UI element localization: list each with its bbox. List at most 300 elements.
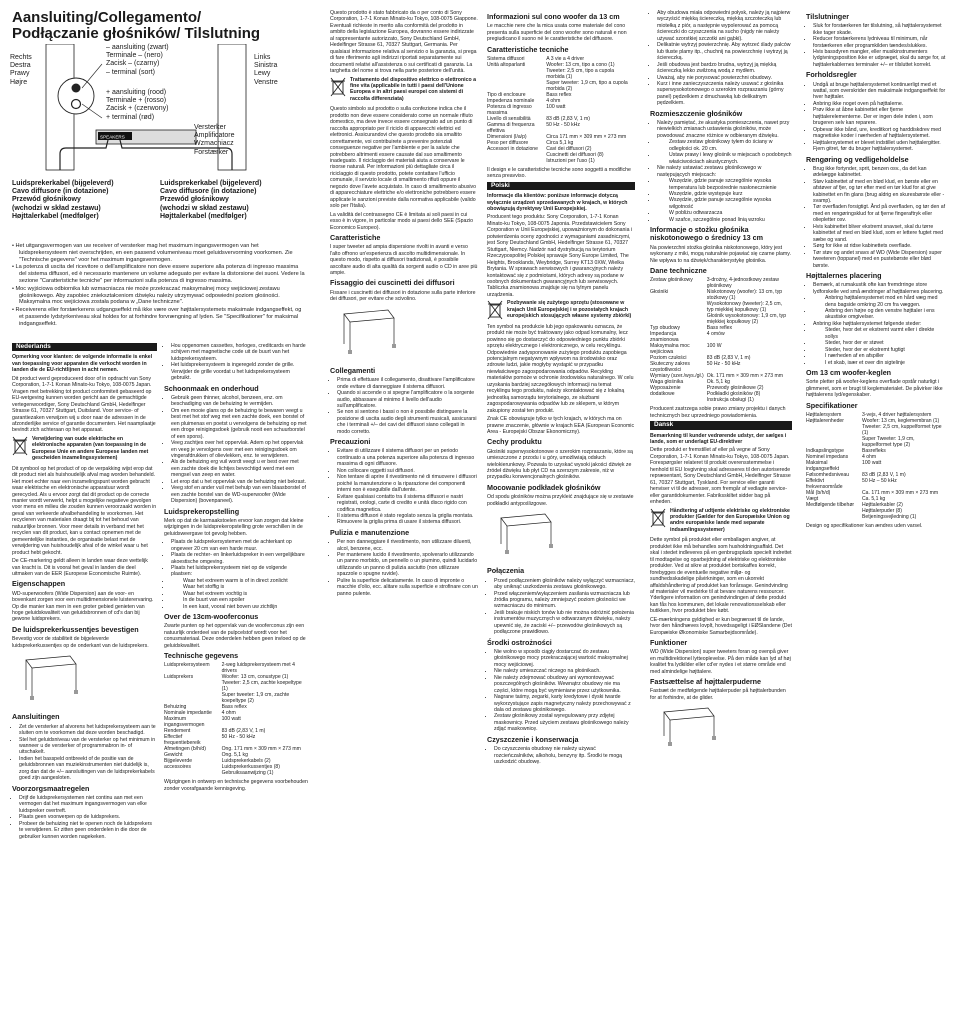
list-item: • Steder, hvor der er ekstremt fugtigt (813, 347, 946, 353)
spec-row (164, 758, 308, 776)
list-item: • Plaats geen voorwerpen op de luidsprekers. (19, 814, 157, 820)
list-item: • Evitare qualsiasi contatto tra il sistema diffusori e nastri registrati, orologi, carte di credito e unità disco rigido con codifica magnetica. (337, 494, 478, 513)
spec-value: 3-drożny, 4-jednostkowy zestaw głośnikowy (706, 277, 779, 290)
pl-place-list (650, 120, 792, 223)
nl-place-intro: Merk op dat de karmaakstoelen ervoor kan zorgen dat kleine wijzigingen in de luidsprekeropstelling grote verschillen in de geluidsweergave tot gevolg hebben. (164, 517, 304, 537)
list-item: • Jeśli obudowa jest bardzo brudna, wytrzyj ją miękką ściereczką lekko zwilżoną wodą z mydłem. (657, 62, 792, 75)
pl-notice-title: Informacje dla klientów: poniższe informacje dotyczą wyłącznie urządzeń sprzedawanych w krajach, w których obowiązują dyrektywy Unii Europejskiej. (487, 193, 628, 213)
list-item: • Do czyszczenia obudowy nie należy używać rozcieńczalników, alkoholu, benzyny itp. Środki te mogą uszkodzić obudowę. (494, 746, 635, 765)
it-safety-list (330, 448, 478, 525)
spec-label: Peso per diffusore (487, 139, 529, 146)
list-item: • Reducer forstærkerens lydniveau til minimum, når forstærkeren eller programkilden tændes/slukkes. (813, 36, 946, 49)
list-item: • Indien het basspeld ontbreekt of de positie van de geluidsbronnen van muziekinstrumenten niet duidelijk is, zorg dan dat de +/– aansluitingen van de luidsprekerkabels goed zijn aangesloten. (19, 756, 157, 782)
pl-safety-heading: Środki ostrożności (487, 637, 552, 647)
spec-label: Afmetingen (b/h/d) (164, 746, 206, 753)
it-spec-note: Il design e le caratteristiche tecniche sono soggetti a modifiche senza preavviso. (487, 166, 631, 180)
da-setup-heading: Fastsættelse af højttalerpuderne (650, 677, 762, 687)
spec-row (806, 412, 946, 418)
list-item: • Anbring ikke højttalersystemet følgende steder: (813, 321, 946, 327)
spec-label: Wyposażenie dodatkowe (650, 385, 681, 398)
it-connect-heading: Collegamenti (330, 365, 376, 375)
da-woofer: Sorte pletter på woofer-keglens overflade opstår naturligt i glimmeret, som er brugt til keglematerialet. De påvirker ikke højttalerens lyd/egenskaber. (806, 379, 943, 399)
list-item: • Non collocare oggetti sui diffusori. (337, 468, 478, 474)
pl-safety-list (487, 649, 635, 733)
nl-woofer: Zwarte punten op het oppervlak van de wooferconus zijn een natuurlijk onderdeel van de pulpcelstof wordt voor het conusmateriaal. Deze onderdelen hebben geen invloed op de geluidskwaliteit. (164, 623, 306, 649)
spec-value: 83 dB (2,83 V, 1 m) (862, 471, 906, 478)
spec-value: Basrefleks (862, 447, 886, 454)
spec-label: Głośniki (650, 289, 669, 296)
spec-label: Højttalerenheder (806, 417, 844, 424)
pl-connect-heading: Połączenia (487, 566, 525, 576)
list-item: • Waar het extreem vochtig is (171, 591, 308, 597)
list-item: • Anbring den højre og den venstre højttaler i ens akustiske omgivelser. (813, 308, 946, 321)
list-item: • Hou opgenomen cassettes, horloges, creditcards en harde schijven met magnetische code uit de buurt van het luidsprekersysteem. (171, 343, 308, 362)
spec-value: Ong. 171 mm × 309 mm × 273 mm (221, 746, 301, 753)
weee-bin-icon (330, 77, 346, 97)
it-features-heading: Caratteristiche (330, 232, 381, 242)
list-item: • Uważaj, aby nie porysować powierzchni obudowy. (657, 75, 792, 81)
spec-label: Gewicht (164, 752, 183, 759)
list-item: • Drijf de luidsprekersystemen niet continu aan met een vermogen dat het maximum ingangsvermogen van elke luidspreker overtreft. (19, 795, 157, 814)
da-notice: Dette produkt er fremstillet af eller på vegne af Sony Corporation, 1-7-1 Konan Minato-ku Tokyo, 108-0075 Japan. Forespørgsler relateret til produkt overensstemmelse i henhold til EU lovgivning skal adresseres til den autoriserede repræsentant, Sony Deutschland GmbH, Hedelfinger Strasse 61, 70327 Stuttgart, Tyskland. For service eller garanti henviser vi til de adresser, som fremgår af vedlagte service- eller garantidokumenter. Fabriksskiltet sidder bag på enheden. (650, 447, 791, 506)
intro-bullet-pl: • Moc wyjściowa odbiornika lub wzmacniacza nie może przekraczać maksymalnej mocy wejściowej zestawu głośnikowego. Aby zapobiec zniekształceniom dźwięku należy utrzymywać odpowiedni poziom głośności. Maksymalna moc wejściowa została podana w „Dane techniczne". (12, 285, 280, 306)
da-spec-note: Design og specifikationer kan ændres uden varsel. (806, 522, 923, 529)
spec-row (650, 277, 792, 289)
da-weee-title: Håndtering af udtjente elektriske og elektroniske produkter (Gælder for den Europæiske Union og andre europæiske lande med separate indsamlingssystemer) (670, 507, 790, 533)
list-item: • I nærheden af en afspiller (813, 353, 946, 359)
spec-value: Bass reflex (546, 91, 572, 98)
list-item: • Per mantenere lucido il rivestimento, spolverarlo utilizzando un panno morbido, un pennello o un piumino, quindi lucidarlo utilizzando un panno di pulizia asciutto (non utilizzare spazzole o spugne ruvide). (337, 552, 478, 578)
speaker-pad-illustration (495, 512, 555, 558)
spec-row (487, 104, 635, 116)
spec-label: Wymiary (szer./wys./gł.) (650, 373, 704, 380)
nl-place-heading: Luidsprekeropstelling (164, 506, 240, 516)
spec-value: Woofer: 13 cm, keglemembran (1) Tweeter: 2,5 cm, kuppelformet type (1) Super Tweeter: 1,9 cm, kuppelformet type (2) (862, 417, 942, 448)
spec-row (164, 662, 308, 674)
list-item: • Anbring ikke noget oven på højttalerne. (813, 101, 946, 107)
pl-features: Głośniki superwysokotonowe o szerokim rozpraszaniu, które są umieszczone z przodu i u góry, umożliwiają odsłuch wielokierunkowy. Pozwala to uzyskać wysoki jakości dźwięk ze źródeł dźwięku lub płyt CD na szerszym zakresie, niż w przypadku konwencjonalnych głośników. (487, 448, 633, 481)
speaker-pad-illustration (338, 308, 398, 358)
spec-label: Nominel impedans (806, 453, 849, 460)
spec-value: 100 watt (221, 716, 241, 723)
spec-label: Luidsprekersysteem (164, 662, 210, 669)
spec-value: A 3 vie a 4 driver (546, 55, 585, 62)
list-item: • Gebruik geen thinner, alcohol, benzeen, enz. om beschadiging van de behuizing te vermijden. (171, 395, 308, 408)
spec-row (164, 716, 308, 728)
it-woofer: Le macchie nere che la mica usata come materiale del cono presenta sulla superficie del cono woofer sono naturali e non pregiudicano il suono né le caratteristiche del diffusore. (487, 23, 627, 43)
list-item: • Steder, hvor der er støvet (813, 340, 946, 346)
list-item: • Zestaw zestaw głośnikowy tyłem do ściany w odległości ok. 20 cm. (657, 139, 792, 152)
da-connect-list (806, 23, 946, 68)
cable-caption-left: Luidsprekerkabel (bijgeleverd) Cavo diffusore (in dotazione) Przewód głośnikowy (wchodzi w skład zestawu) Højttalerkabel (medfølger) (12, 180, 114, 220)
nl-safety-list-cont (164, 343, 308, 382)
left-speaker-label: Links Sinistra Lewy Venstre (254, 54, 278, 86)
spec-value: 83 dB (2,83 V, 1 m) (546, 115, 590, 122)
list-item: • Plaats het luidsprekersysteem niet op de volgende plaatsen: (171, 565, 308, 578)
list-item: • Quando si accende o si spegne l'amplificatore o la sorgente audio, abbassare al minimo il livello dell'audio sull'amplificatore. (337, 390, 478, 409)
nl-woofer-heading: Over de 13cm-wooferconus (164, 612, 259, 622)
spec-value: 50 Hz - 50 kHz (546, 121, 580, 128)
list-item: • Nie należy ustawiać zestawu głośnikowego w następujących miejscach: (657, 165, 792, 178)
da-ce: CE-mærkningens gyldighed er kun begrænset til de lande, hvor den håndhæves lovplt, hovedsageligt i EØSlandene (Det Europæiske Økonomiske Samarbejdsområde). (650, 616, 792, 636)
spec-row (806, 490, 946, 496)
spec-value: Luidsprekerkabels (2) Luidsprekerkussentjes (8) Gebruiksaanwijzing (1) (221, 758, 280, 777)
da-spec-table (806, 412, 946, 520)
pl-ce: Znak CE obowiązuje tylko w tych krajach, w których ma on prawne znaczenie, głównie w krajach EEA (European Economic Area - Europejski Obszar Ekonomiczny). (487, 416, 635, 435)
list-item: • Aby obudowa miała odpowiedni połysk, należy ją najpierw wyczyścić miękką ściereczką, miękką szczoteczką lub miotełką z piór, a następnie wypolerować za pomocą ściereczki do czyszczenia na sucho (nigdy nie należy używać szorstkiej szczotki ani gąbki). (657, 10, 792, 42)
list-item: • Stel het geluidsniveau van de versterker op het minimum in wanneer u de versterker of programmabron in- of uitschakelt. (19, 737, 157, 756)
nl-section-header: Nederlands (12, 343, 157, 351)
speaker-pad-illustration (658, 706, 718, 750)
spec-label: Sistema diffusori (487, 55, 525, 62)
spec-row (650, 331, 792, 343)
list-item: • Undgå at bruge højttalersystemet kontinuerligt med et wattal, som overskrider den maksimale indgangseffekt for hver højttaler. (813, 82, 946, 101)
list-item: • W pobliżu odtwarzacza (657, 210, 792, 216)
pl-woofer-heading: Informacje o stożku głośnika niskotonowego o średnicy 13 cm (650, 225, 764, 243)
list-item: • Støv kabinettet af med en blød klud, en børste eller en afstøver af fjer, og tør efter med en tør klud for at give kabinettet en fin glans (brug aldrig en skuresbørste eller -svamp). (813, 179, 946, 205)
list-item: • Om een mooie glans op de behuizing te bewaren veegt u best met het stof weg met een zachte doek, een borstel of een pluimenas en poetst u vervolgens de behuizing op met een droge reinigingsdoek (gebruik nooit een schuurborstel of een spons). (171, 408, 308, 440)
spec-value: 4 ohm (862, 453, 877, 460)
spec-value: Woofer: 13 cm, conustype (1) Tweeter: 2,5 cm, zachte koepeltype (1) Super tweeter: 1,9 cm, zachte koepeltype (2) (221, 674, 302, 705)
pl-section-header: Polski (487, 182, 635, 190)
list-item: • Pulire la superficie delicatamente. In caso di impronte o macchie d'olio, ecc. alitare sulla superficie e strofinare con un panno pulente. (337, 578, 478, 597)
list-item: • Zet de versterker af alvorens het luidsprekersysteem aan te sluiten om te voorkomen dat deze worden beschadigd. (19, 724, 157, 737)
spec-value: 50 Hz - 50 kHz (221, 734, 256, 741)
spec-value: 100 watt (546, 103, 566, 110)
spec-row (650, 343, 792, 355)
spec-value: Ok. 171 mm × 309 mm × 273 mm (706, 373, 783, 380)
da-place-heading: Højttalernes placering (806, 271, 882, 281)
terminal-minus-label: – aansluiting (zwart) Terminale – (nero) Zacisk – (czarny) – terminal (sort) (106, 44, 169, 76)
list-item: • Plaats de rechter- en linkerluidspreker in een vergelijkbare akoestische omgeving. (171, 552, 308, 565)
list-item: • I et skab, især et over din sigtelinje (813, 360, 946, 366)
spec-label: Livello di sensibilità (487, 115, 531, 122)
spec-label: Tipo di enclosure (487, 91, 526, 98)
spec-label: Impedenza nominale (487, 97, 535, 104)
list-item: • Wszędzie, gdzie panuje szczególnie wysoka wilgotność (657, 197, 792, 210)
it-weee-title: Trattamento del dispositivo elettrico o elettronico a fine vita (applicabile in tutti i paesi dell'Unione Europea e in altri paesi europei con sistemi di raccolta differenziata) (350, 76, 476, 102)
spec-label: Vægt (806, 495, 819, 502)
spec-label: Poziom czułości (650, 355, 687, 362)
nl-features: WD-superwoofers (Wide Dispersion) aan de voor- en bovenkant zorgen voor een multidimensionele luisterervaring. Op die manier kan men in een groter gebied genieten van hoge geluidskwaliteit van geluidsbronnen of cd's dan bij gewone luidsprekers. (12, 590, 154, 623)
spec-value: Bass reflex (706, 325, 732, 332)
it-spec-table (487, 56, 635, 164)
pl-spec-heading: Dane techniczne (650, 266, 707, 276)
spec-value: Cavi dei diffusori (2) Cuscinetti dei diffusori (8) Istruzioni per l'uso (1) (546, 145, 604, 164)
cable-caption-right: Luidsprekerkabel (bijgeleverd) Cavo diffusore (in dotazione) Przewód głośnikowy (wchodzi w skład zestawu) Højttalerkabel (medfølger) (160, 180, 262, 220)
da-spec-heading: Specifikationer (806, 400, 858, 410)
list-item: • Nagrane taśmy, zegarki, karty kredytowe i dyski twarde wykorzystujące zapis magnetyczny należy przechowywać z dala od zestawu głośnikowego. (494, 694, 635, 713)
speakers-tag: SPEAKERS (100, 134, 125, 140)
it-setup: Fissare i cuscinetti dei diffusori in dotazione sulla parte inferiore dei diffusori, per evitare che scivolino. (330, 289, 476, 303)
nl-clean-list (164, 395, 308, 505)
spec-row (164, 734, 308, 746)
spec-value: 83 dB (2,83 V, 1 m) (706, 355, 751, 362)
pl-clean-list-cont (650, 10, 792, 107)
pl-notice: Producent tego produktu: Sony Corporation, 1-7-1 Konan Minato-ku Tokyo, 108-0075 Japonia. Przedstawicielem Sony Corporation w Unii Europejskiej, upoważnionym do dokonania i potwierdzenia oceny zgodności z wymaganiami zasadniczymi, jest Sony Deutschland GmbH, Hedelfinger Strasse 61, 70327 Stuttgart, Niemcy. Nadzór nad dystrybucją na terytorium Rzeczypospolitej Polskiej sprawuje Sony Europe Limited, The Heights, Brooklands, Weybridge, Surrey KT13 0XW, Wielka Brytania. W sprawach serwisowych i gwarancyjnych należy kontaktować się z podmiotami, których adresy są podane w osobnych dokumentach gwarancyjnych lub serwisowych. Tabliczka znamionowa znajduje się na tylnym panelu urządzenia. (487, 214, 633, 298)
spec-value: 83 dB (2,83 V, 1 m) (221, 728, 266, 735)
pl-woofer: Na powierzchni stożka głośnika niskotonowego, który jest wykonany z miki, mogą naturalnie pojawiać się czarne plamy. Nie wpływa to na dźwięk/charakterystykę głośnika. (650, 244, 791, 264)
list-item: • In de buurt van een spoiler (171, 597, 308, 603)
pl-connect-list (487, 578, 635, 636)
spec-value: 50 Hz - 50 kHz (706, 361, 741, 368)
nl-safety-heading: Voorzorgsmaatregelen (12, 783, 90, 793)
nl-setup: Bevestig voor de stabiliteit de bijgeleverde luidsprekerkussentjes op de onderkant van de luidsprekers. (12, 636, 149, 649)
list-item: • Let erop dat u het oppervlak van de behuizing niet bekrast. (171, 479, 308, 485)
spec-label: Maksymalna moc wejściowa (650, 343, 690, 356)
intro-bullets (12, 243, 307, 329)
pl-setup-heading: Mocowanie podkładek głośników (487, 482, 601, 492)
intro-bullet-da: • Receiverens eller forstærkerens udgangseffekt må ikke være over højttalersystemets maksimale indgangseffekt, og et passende lydstyrkeniveau skal holdes for at forhindre forvrængning af lyden. Se "Specifikationer" for maksimal indgangseffekt. (12, 307, 302, 327)
da-place-list (806, 282, 946, 366)
spec-label: Accessori in dotazione (487, 145, 538, 152)
spec-label: Højttalersystem (806, 411, 842, 418)
it-woofer-heading: Informazioni sul cono woofer da 13 cm (487, 12, 620, 21)
spec-value: 2-weg luidsprekersysteem met 4 drivers (221, 662, 295, 675)
spec-label: Nominale impedantie (164, 710, 212, 717)
list-item: • Waar het extreem warm is of in direct zonlicht (171, 578, 308, 584)
spec-value: Bass reflex (221, 704, 247, 711)
list-item: • Jeśli brakuje niskich tonów lub nie można odróżnić położenia instrumentów muzycznych w odtwarzanym dźwięku, należy upewnić się, że zaciski +/– przewodów głośnikowych są podłączone prawidłowo. (494, 610, 635, 636)
list-item: • Należy pamiętać, że akustyka pomieszczenia, nawet przy niewielkich zmianach ustawienia głośników, może powodować znaczne różnice w odbieranym dźwięku. (657, 120, 792, 139)
pl-column-2 (650, 10, 792, 757)
list-item: • Nie należy zdejmować obudowy ani wymontowywać poszczególnych głośników. Wewnątrz obudowy nie ma części, które mogą być wymieniane przez użytkownika. (494, 675, 635, 694)
spec-value: 3-vejs, 4 driver højttalersystem (862, 411, 932, 418)
spec-label: Maksimal indgangseffekt (806, 459, 840, 472)
it-weee: Questo simbolo sul prodotto o sulla confezione indica che il prodotto non deve essere considerato come un normale rifiuto domestico, ma deve invece essere consegnato ad un punto di raccolta appropriato per il riciclo di apparecchi elettrici ed elettronici. Assicurandovi che questo prodotto sia smaltito correttamente, voi contribuirete a prevenire potenziali conseguenze negative per l'ambiente e per la salute che potrebbero altrimenti essere causate dal suo smaltimento inadeguato. Il riciclaggio dei materiali aiuta a conservare le risorse naturali. Per informazioni più dettagliate circa il riciclaggio di questo prodotto, potete contattare l'ufficio comunale, il servizio locale di smaltimento rifiuti oppure il negozio dove l'avete acquistato. In caso di smaltimento abusivo di apparecchiature elettriche e/o elettroniche potrebbero essere applicate le sanzioni previste dalla normativa applicabile (valido solo per l'Italia). (330, 106, 477, 210)
list-item: • Przed włączeniem/wyłączeniem zasilania wzmacniacza lub źródła programu, należy zmniejszyć poziom głośności we wzmacniaczu do minimum. (494, 591, 635, 610)
list-item: • Het luidsprekersysteem is ingeregeld zonder de grille. Verwijder de grille voordat u het luidsprekersysteem gebruikt. (171, 362, 308, 381)
list-item: • Wszędzie, gdzie panuje szczególnie wysoka temperatura lub bezpośrednie nasłonecznienie (657, 178, 792, 191)
da-section-header: Dansk (650, 421, 792, 429)
pl-clean-list (487, 746, 635, 765)
nl-weee: Dit symbool op het product of op de verpakking wijst erop dat dit product niet als huishoudelijk afval mag worden behandeld. Het moet echter naar een inzamelingspunt worden gebracht waar elektrische en elektronische apparatuur wordt gerecycled. Als u ervoor zorgt dat dit product op de correcte manier wordt verwerkt, helpt u mogelijke negatieve gevolgen voor mens en milieu die zouden kunnen veroorzaakt worden in geval van verkeerde afvalbehandeling te voorkomen. Het recycleren van materialen draagt bij tot het behoud van natuurlijke bronnen. Voor meer details in verband met het recyclen van dit product, kan u contact opnemen met de gemeentelijke instanties, de organisatie belast met de verwijdering van huishoudelijk afval of de winkel waar u het product hebt gekocht. (12, 465, 157, 556)
weee-bin-icon (12, 436, 28, 456)
list-item: • Højttalersystemet er blevet indstillet uden højttalergitter. Fjern gitret, før du bruger højttalersystemet. (813, 140, 946, 153)
spec-label: Typ obudowy (650, 325, 681, 332)
right-speaker-label: Rechts Destra Prawy Højre (10, 54, 32, 86)
spec-row (806, 478, 946, 490)
terminal-plus-icon (72, 100, 81, 109)
amplifier-label: Versterker Amplificatore Wzmacniacz Forstærker (194, 124, 235, 156)
terminal-minus-icon (72, 84, 81, 93)
list-item: • Probeer de behuizing niet te openen noch de luidsprekers te verwijderen. Er zitten geen onderdelen in die door de gebruiker kunnen worden nagekeken. (19, 821, 157, 840)
intro-bullet-it: • La potenza di uscita del ricevitore o dell'amplificatore non deve essere superiore alla potenza di ingresso massima del sistema diffusori, ed è necessario mantenere un volume adeguato per evitare la distorsione dei suoni. Vedere la sezione "Caratteristiche tecniche" per informazioni sulla potenza di ingresso massima. (12, 264, 305, 284)
spec-label: Mål (b/h/d) (806, 489, 831, 496)
pl-weee-title: Pozbywanie się zużytego sprzętu (stosowane w krajach Unii Europejskiej i w pozostałych krajach europejskich stosujących własne systemy zbiórki) (507, 300, 632, 320)
nl-column-2 (164, 343, 308, 794)
spec-row (650, 385, 792, 403)
list-item: • Il sistema diffusori è stato regolato senza la griglia montata. Rimuovere la griglia prima di usare il sistema diffusori. (337, 513, 478, 526)
da-column-2 (806, 10, 946, 531)
list-item: • Nie wolno w sposób ciągły dostarczać do zestawu głośnikowego mocy przekraczającej wartość maksymalnej mocy wejściowej. (494, 649, 635, 668)
spec-label: Følsomhedsniveau (806, 471, 850, 478)
da-safety-list (806, 82, 946, 153)
spec-row (164, 674, 308, 704)
nl-features-heading: Eigenschappen (12, 579, 66, 589)
list-item: • Tør overfladen forsigtigt. Ånd på overfladen, og tør den af med en rengøringsklud for at fjerne fingeraftryk eller oliepletter osv. (813, 204, 946, 223)
list-item: • Przed podłączeniem głośników należy wyłączyć wzmacniacz, aby uniknąć uszkodzenia zestawu głośnikowego. (494, 578, 635, 591)
list-item: • Prima di effettuare il collegamento, disattivare l'amplificatore onde evitare di danneggiare il sistema diffusori. (337, 377, 478, 390)
spec-row (806, 460, 946, 472)
pl-clean-heading: Czyszczenie i konserwacja (487, 734, 579, 744)
spec-value: 100 watt (862, 459, 882, 466)
spec-label: Effectief frequentiebereik (164, 734, 201, 747)
nl-column-1 (12, 343, 157, 842)
spec-value: Ca. 5,1 kg (862, 495, 886, 502)
spec-label: Zestaw głośnikowy (650, 277, 693, 284)
da-safety-heading: Forholdsregler (806, 70, 857, 80)
da-weee: Dette symbol på produktet eller emballagen angiver, at produktet ikke må behandles som husholdningsaffald. Det skal i stedet indleveres på en genbrugsplads specielt indrettet til modtagelse og oparbejdning af elektriske og elektroniske produkter. Ved at sikre at produktet bortskaffes korrekt, forebygges de eventuelle negative miljø- og sundhedsskadelige påvirkninger, som en ukorrekt affaldshåndtering af produktet kan forårsage. Genindvinding af materialer vil medvirke til at bevare naturens ressourcer. Yderligere information om genindvindingen af dette produkt kan fås hos kommunen, det lokale renovationsselskab eller butikken, hvor produktet blev købt. (650, 537, 792, 615)
list-item: • Hvis kabinettet bliver ekstremt snavset, skal du tørre kabinettet af med en blød klud, som er lettere fugtet med sæbe og vand. (813, 224, 946, 243)
da-connect-heading: Tilslutninger (806, 12, 849, 21)
it-column-2 (487, 10, 635, 767)
list-item: • Opbevar ikke bånd, ure, kreditkort og harddiskdrev med magnetiske koder i nærheden af højttalersystemet. (813, 127, 946, 140)
spec-value: 4 ohm (546, 97, 561, 104)
weee-bin-icon (487, 300, 503, 320)
spec-value: Ca. 171 mm × 309 mm × 273 mm (862, 489, 939, 496)
list-item: • Veeg stof en ander vuil met behulp van een blaasborstel of een zachte borstel van de WD-superwoofer (Wide Dispersion) (bovenpaneel). (171, 485, 308, 504)
it-spec-heading: Caratteristiche tecniche (487, 44, 569, 54)
it-connect-list (330, 377, 478, 435)
list-item: • Brug ikke fortynder, sprit, benzen osv., da det kan ødelægge kabinettet. (813, 166, 946, 179)
list-item: • Anbring højttalersystemet mod en hård væg med dens bagside omkring 20 cm fra væggen. (813, 295, 946, 308)
intro-bullet-nl: • Het uitgangsvermogen van uw receiver of versterker mag het maximum ingangsvermogen van het luidsprekersysteem niet overschrijden, en een passend volumeniveau moet geluidsvervorming voorkomen. Zie "Technische gegevens" voor het maximum ingangsvermogen. (12, 243, 293, 263)
spec-label: Dimensioni (l/a/p) (487, 133, 527, 140)
list-item: • Waar het stoffig is (171, 584, 308, 590)
spec-row (487, 62, 635, 92)
da-setup: Fastsæt de medfølgende højttalerpuder på højttalerbunden for at forhindre, at de glider. (650, 688, 786, 701)
list-item: • W szafce, szczególnie ponad linią wzroku (657, 217, 792, 223)
spec-label: Indkapslingstype (806, 447, 844, 454)
nl-spec-note: Wijzigingen in ontwerp en technische gegevens voorbehouden zonder voorafgaande kennisgeving. (164, 779, 308, 792)
nl-setup-heading: De luidsprekerkussentjes bevestigen (12, 624, 139, 634)
spec-label: Luidsprekers (164, 674, 194, 681)
nl-notice: Dit product werd geproduceerd door of in opdracht van Sony Corporation, 1-7-1 Konan Minato-ku Tokyo, 108-0075 Japan. Vragen met betrekking tot product conformiteit gebaseerd op EU-wetgeving kunnen worden gericht aan de gemachtigde vertegenwoordiger, Sony Deutschland GmbH, Hedelfinger Strasse 61, 70327 Stuttgart, Duitsland. Voor service- of garantiezaken verwijzen wij u door naar de adressen in de afzonderlijke service of garantie documenten. Het naamplaatje bevindt zich achteraan op het apparaat. (12, 375, 156, 434)
spec-value: Ong. 5,1 kg (221, 752, 248, 759)
pl-spec-table (650, 277, 792, 403)
it-safety-heading: Precauzioni (330, 437, 371, 447)
spec-label: Maximum ingangsvermogen (164, 716, 205, 729)
it-notice: Questo prodotto è stato fabbricato da o per conto di Sony Corporation, 1-7-1 Konan Minato-ku Tokyo, 108-0075 Giappone. Eventuali richieste in merito alla conformità del prodotto in ambito della legislazione Europea, dovranno essere indirizzate al rappresentante autorizzato, Sony Deutschland GmbH, Hedelfinger Strasse 61, 70327 Stuttgart, Germania. Per qualsiasi informazione relativa al servizio o la garanzia, si prega di fare riferimento agli indirizzi riportati separatamente sui documenti relativi all'assistenza o sui certificati di garanzia. La targhetta del nome si trova nella parte posteriore dell'unità. (330, 10, 478, 75)
list-item: • Hvis bassdyren mangler, eller musikinstrumenters lydgivningsposition ikke er udpræget, skal du sørge for, at højttalerkablernes terminaler +/– er tilsluttet korrekt. (813, 49, 946, 68)
list-item: • Sørg for ikke at ridse kabinettets overflade. (813, 243, 946, 249)
list-item: • Steder, hvor det er ekstremt varmt eller i direkte sollys (813, 327, 946, 340)
list-item: • Zestaw głośnikowy został wyregulowany przy zdjętej maskownicy. Przed użyciem zestawu głośnikowego należy zdjąć maskownicę. (494, 713, 635, 732)
spec-row (487, 146, 635, 164)
spec-label: Effektivt frekvensområde (806, 477, 843, 490)
list-item: • Plaats de luidsprekersystemen met de achterkant op ongeveer 20 cm van een harde muur. (171, 539, 308, 552)
pl-features-heading: Cechy produktu (487, 437, 542, 447)
da-clean-list (806, 166, 946, 269)
list-item: • Als de behuizing erg vuil wordt veegt u er best over met een zachte doek die lichtjes bevochtigd werd met een mengsel van zeep en water. (171, 459, 308, 478)
connection-diagram (10, 44, 315, 174)
page-title: Aansluiting/Collegamento/ Podłączanie głośników/ Tilslutning (12, 9, 261, 42)
spec-label: Waga głośnika (650, 379, 684, 386)
spec-value: 4 omów (706, 331, 725, 338)
list-item: • Ustaw prawy i lewy głośnik w miejscach o podobnych właściwościach akustycznych. (657, 152, 792, 165)
spec-label: Potenza di ingresso massima (487, 103, 532, 116)
pl-setup: Od spodu głośników można przykleić znajdujące się w zestawie podkładki antypoślizgowe. (487, 494, 634, 507)
list-item: • Non tentare di aprire il rivestimento né di rimuovere i diffusori poiché la manutenzione o la riparazione dei componenti interni non è eseguibile dall'utente. (337, 474, 478, 493)
spec-label: Gamma di frequenza effettiva (487, 121, 535, 134)
spec-label: Bijgeleverde accessoires (164, 758, 193, 771)
spec-value: 50 Hz – 50 kHz (862, 477, 897, 484)
list-item: • Sluk for forstærkeren før tilslutning, så højttalersystemet ikke tager skade. (813, 23, 946, 36)
list-item: • Prøv ikke at åbne kabinettet eller fjerne højttalerelementerne. Der er ingen dele inden i, som brugeren selv kan reparere. (813, 107, 946, 126)
it-column-1 (330, 10, 478, 599)
spec-label: Medfølgende tilbehør (806, 501, 855, 508)
spec-value: Niskotonowy (woofer): 13 cm, typ stożkowy (1) Wysokotonowy (tweeter): 2,5 cm, typ miękkiej kopułkowy (1) Głośnik wysokotonowy: 1,9 cm, typ miękkiej kopułkowy (2) (706, 289, 787, 326)
spec-label: Behuizing (164, 704, 187, 711)
spec-value: Ok. 5,1 kg (706, 379, 731, 386)
spec-label: Skuteczny zakres częstotliwości (650, 361, 690, 374)
da-features: WD (Wide Dispersion) super tweeters foran og ovenpå giver en multidirektionel lytteoplevelse. På den måde kan lyd af høj kvalitet fra lydkilder eller cd'er nydes i et større område end med almindelige højttalere. (650, 649, 791, 675)
terminal-plus-label: + aansluiting (rood) Terminale + (rosso) Zacisk + (czerwony) + terminal (rød) (106, 89, 169, 121)
nl-connect-list (12, 724, 157, 782)
spec-row (806, 502, 946, 520)
da-clean-heading: Rengøring og vedligeholdelse (806, 154, 909, 164)
nl-ce: De CE-markering geldt alleen in landen waar deze wettelijk van kracht is. Dit is vooral het geval in landen die deel uitmaken van de EER (Europese Economische Ruimte). (12, 558, 148, 577)
pl-place-heading: Rozmieszczenie głośników (650, 108, 743, 118)
list-item: • Kurz i inne zanieczyszczenia należy usuwać z głośnika superwysokotonowego o szerokim rozpraszaniu (górny panel) pędzelkiem z dmuchawką lub delikatnym pędzelkiem. (657, 81, 792, 107)
list-item: • Per non danneggiare il rivestimento, non utilizzare diluenti, alcol, benzene, ecc. (337, 539, 478, 552)
it-clean-list (330, 539, 478, 597)
nl-place-list (164, 539, 308, 610)
spec-row (487, 122, 635, 134)
spec-value: Przewody głośnikowe (2) Podkładki głośników (8) Instrukcja obsługi (1) (706, 385, 764, 404)
spec-value: 100 W (706, 343, 722, 350)
it-features: I super tweeter ad ampia dispersione rivolti in avanti e verso l'alto offrono un'esperienza di ascolto multidimensionale. In questo modo, rispetto ai diffusori tradizionali, è possibile ascoltare audio di alta qualità da sorgenti audio o CD in aree più ampie. (330, 244, 478, 276)
pl-spec-note: Producent zastrzega sobie prawo zmiany projektu i danych technicznych bez uprzedniego powiadomienia. (650, 406, 786, 419)
da-features-heading: Funktioner (650, 638, 688, 648)
nl-weee-title: Verwijdering van oude elektrische en elektronische apparaten (van toepassing in de Europese Unie en andere Europese landen met gescheiden inzamelingssystemen) (32, 435, 149, 462)
nl-spec-table (164, 662, 308, 776)
nl-clean-heading: Schoonmaak en onderhoud (164, 383, 259, 393)
weee-bin-icon (650, 508, 666, 528)
spec-value: Circa 5,1 kg (546, 139, 574, 146)
it-clean-heading: Pulizia e manutenzione (330, 527, 410, 537)
spec-value: Circa 171 mm × 309 mm × 273 mm (546, 133, 627, 140)
da-notice-title: Bemærkning til kunder vedrørende udstyr, der sælges i lande, som er underlagt EU-direktiver (650, 432, 787, 446)
spec-value: Woofer: 13 cm, tipo a cono (1) Tweeter: 2,5 cm, tipo a cupola morbida (1) Super tweeter: 1,9 cm, tipo a cupola morbida (2) (546, 61, 628, 92)
list-item: • Delikatnie wytrzyj powierzchnię. Aby wytrzeć ślady palców lub tłuste plamy itp., chuchnij na powierzchnię i wytrzyj ją ściereczką. (657, 42, 792, 61)
spec-row (487, 134, 635, 140)
spec-label: Impedancja znamionowa (650, 331, 679, 344)
nl-safety-list (12, 795, 157, 840)
spec-value: 4 ohm (221, 710, 236, 717)
spec-row (650, 361, 792, 373)
it-setup-heading: Fissaggio dei cuscinetti dei diffusori (330, 278, 455, 288)
spec-value: Højttalerkabler (2) Højttalerpuder (8) Betjeningsvejledning (1) (862, 501, 917, 520)
list-item: • Veeg zachtjes over het oppervlak. Adem op het oppervlak en veeg je vervolgens over met een reinigingsdoek om vingerafdrukken of olievlekken, enz. te verwijderen. (171, 440, 308, 459)
spec-label: Rendement (164, 728, 191, 735)
list-item: • Bemærk, at rumakustik ofte kan fremdrringe store lydforskelle ved små ændringer af højttalernes placering. (813, 282, 946, 295)
list-item: • Wszędzie, gdzie występuje kurz (657, 191, 792, 197)
spec-row (650, 289, 792, 325)
nl-notice-title: Opmerking voor klanten: de volgende informatie is enkel van toepassing voor apparaten die verkocht worden in landen die de EU-richtlijnen in acht nemen. (12, 354, 153, 374)
list-item: • Evitare di utilizzare il sistema diffusori per un periodo continuato a una potenza superiore alla potenza di ingresso massima di ogni diffusore. (337, 448, 478, 467)
list-item: • In een kast, vooral niet boven uw zichtlijn (171, 604, 308, 610)
list-item: • Tør støv og andet snavs af WD (Wide Dispersion) super tweeteren (toppanel) med en pustebørste eller blød børste. (813, 250, 946, 269)
nl-spec-heading: Technische gegevens (164, 651, 239, 661)
it-ce: La validità del contrassegno CE è limitata ai soli paesi in cui esso è in vigore, in particolar modo ai paesi dello SEE (Spazio Economico Europeo). (330, 211, 474, 231)
spec-label: Unità altoparlanti (487, 61, 526, 68)
speaker-pad-illustration (20, 654, 80, 704)
pl-weee: Ten symbol na produkcie lub jego opakowaniu oznacza, że produkt nie może być traktowany jako odpad komunalny, lecz powinno się go dostarczyć do odpowiedniego punktu zbiórki sprzętu elektrycznego i elektronicznego, w celu recyklingu. Odpowiednie zadysponowanie zużytego produktu zapobiega potencjalnym negatywnym wpływom na środowisko oraz zdrowie ludzi, jakie mogłyby wystąpić w przypadku niewłaściwego zagospodarowania odpadów. Recykling materiałów pomoże w ochronie środowiska naturalnego. W celu uzyskania bardziej szczegółowych informacji na temat recyklingu tego produktu, należy skontaktować się z lokalną jednostką samorządu terytorialnego, ze służbami zagospodarowywania odpadów lub ze sklepem, w którym zakupiony został ten produkt. (487, 323, 634, 414)
list-item: • Nie należy umieszczać niczego na głośnikach. (494, 668, 635, 674)
list-item: • Se non si sentono i bassi o non è possibile distinguere la posizione di uscita audio degli strumenti musicali, assicurarsi che i terminali +/– dei cavi dei diffusori siano collegati in modo corretto. (337, 409, 478, 435)
